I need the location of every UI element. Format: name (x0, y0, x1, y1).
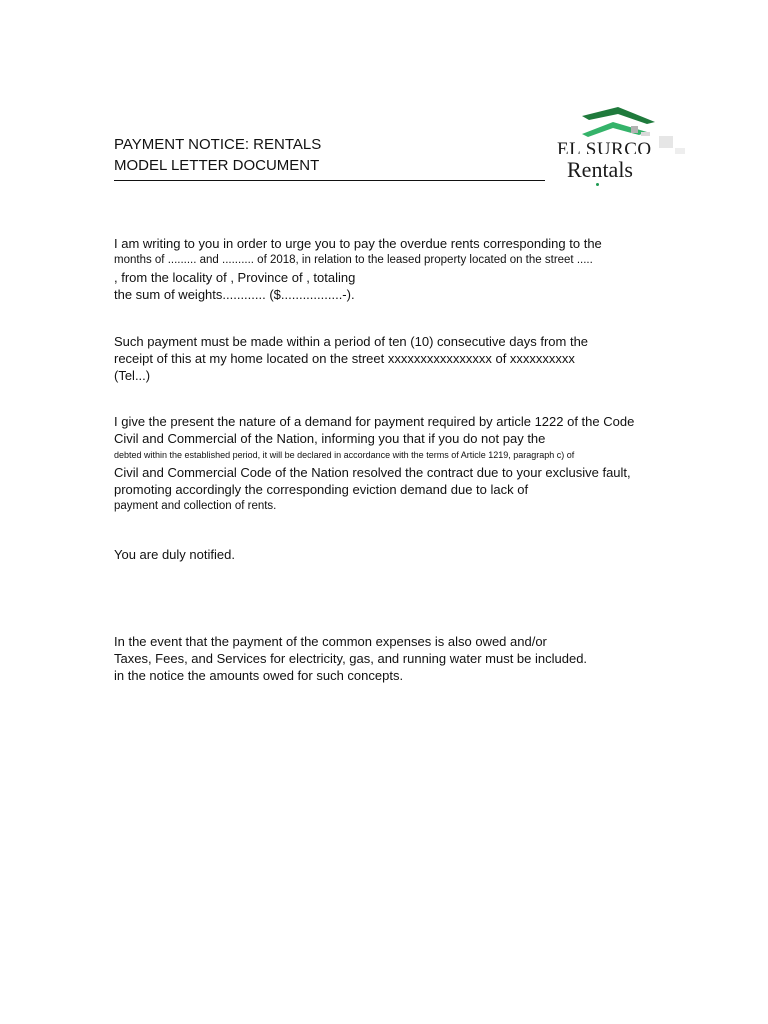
paragraph-line: the sum of weights............ ($.................-). (114, 287, 355, 302)
document-header (114, 134, 545, 181)
paragraph-line: Such payment must be made within a period of ten (10) consecutive days from the (114, 334, 589, 349)
paragraph-line: You are duly notified. (114, 547, 235, 562)
paragraph-line: promoting accordingly the corresponding eviction demand due to lack of (114, 482, 529, 497)
logo-dot (596, 183, 599, 186)
paragraph-line: , from the locality of , Province of , totaling (114, 270, 356, 285)
paragraph-line: Civil and Commercial Code of the Nation resolved the contract due to your exclusive fault, (114, 465, 631, 480)
paragraph-demand-notice (114, 413, 674, 515)
paragraph-line: In the event that the payment of the common expenses is also owed and/or (114, 634, 547, 649)
paragraph-line: Civil and Commercial of the Nation, informing you that if you do not pay the (114, 431, 546, 446)
paragraph-line: months of ......... and .......... of 2018, in relation to the leased property located on the street ..... (114, 254, 593, 266)
logo-main-text: Rentals (567, 157, 633, 182)
company-logo (555, 104, 691, 188)
paragraph-common-expenses (114, 633, 674, 684)
header-title-line2: MODEL LETTER DOCUMENT (114, 157, 320, 174)
paragraph-line: I am writing to you in order to urge you to pay the overdue rents corresponding to the (114, 236, 602, 251)
paragraph-overdue-rents (114, 235, 674, 303)
paragraph-line: (Tel...) (114, 368, 151, 383)
header-title-line1: PAYMENT NOTICE: RENTALS (114, 136, 322, 153)
logo-top-text: EL SURCO (557, 140, 652, 154)
paragraph-line: in the notice the amounts owed for such concepts. (114, 668, 404, 683)
paragraph-line: payment and collection of rents. (114, 500, 277, 512)
paragraph-line: receipt of this at my home located on the street xxxxxxxxxxxxxxxx of xxxxxxxxxx (114, 351, 575, 366)
paragraph-line: debted within the established period, it will be declared in accordance with the terms of Article 1219, paragraph c) of (114, 450, 575, 460)
paragraph-line: Taxes, Fees, and Services for electricity, gas, and running water must be included. (114, 651, 588, 666)
paragraph-payment-period (114, 333, 674, 384)
paragraph-notified (114, 546, 674, 563)
paragraph-line: I give the present the nature of a demand for payment required by article 1222 of the Code (114, 414, 635, 429)
